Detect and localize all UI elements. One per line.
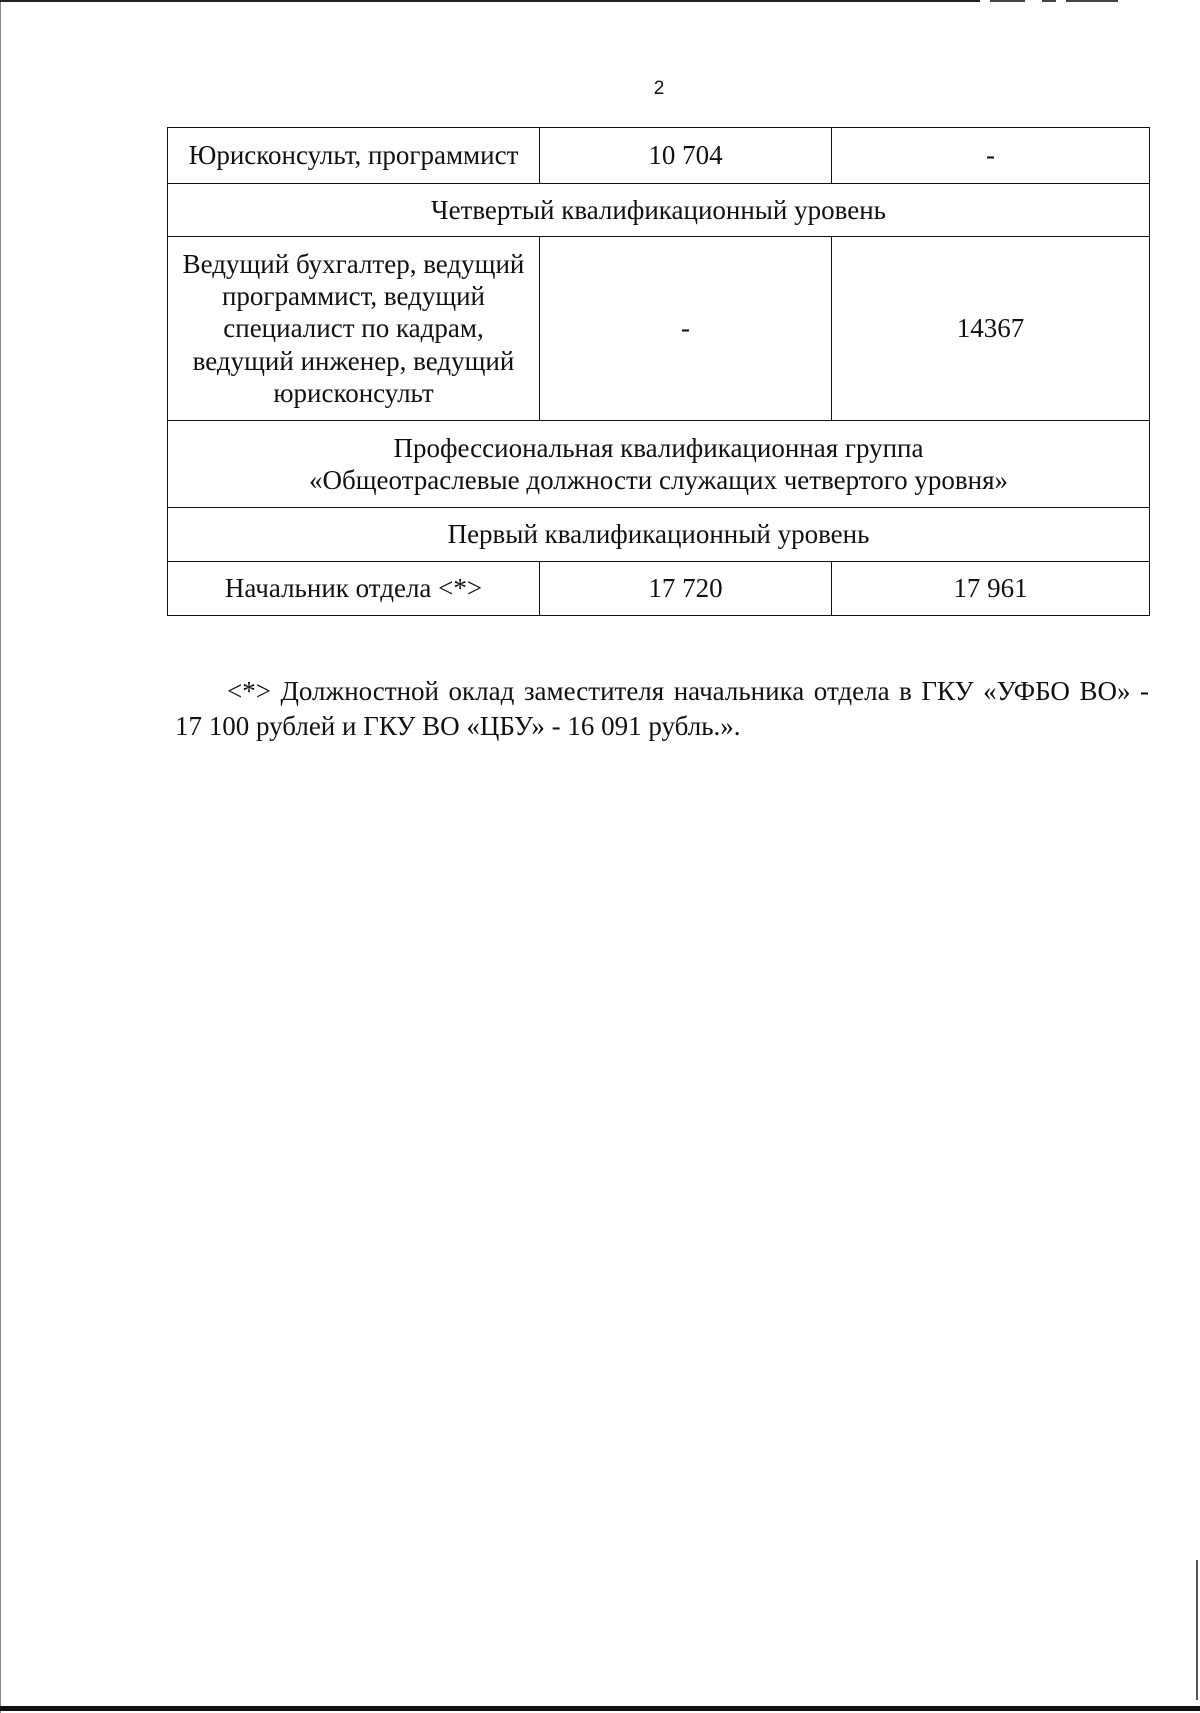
group-heading-line: Профессиональная квалификационная группа <box>393 432 924 463</box>
position-cell: Начальник отдела <*> <box>168 562 540 616</box>
table-row <box>168 184 1150 237</box>
salary-cell: 17 720 <box>540 562 832 616</box>
position-cell: Юрисконсульт, программист <box>168 128 540 184</box>
scan-top-border <box>0 0 980 2</box>
salary-table <box>167 127 1150 616</box>
group-heading-line: «Общеотраслевые должности служащих четвертого уровня» <box>309 465 1008 495</box>
scan-right-edge <box>1196 1560 1198 1700</box>
table-row <box>168 421 1150 508</box>
scan-bottom-border <box>0 1706 1200 1711</box>
table-row <box>168 128 1150 184</box>
page-number: 2 <box>653 78 665 99</box>
table-row <box>168 562 1150 616</box>
qualification-group-heading <box>168 421 1150 508</box>
scan-left-edge <box>0 0 1 1713</box>
salary-cell: - <box>832 128 1150 184</box>
salary-cell: 17 961 <box>832 562 1150 616</box>
salary-cell: 14367 <box>832 237 1150 421</box>
qualification-level-heading: Четвертый квалификационный уровень <box>168 184 1150 237</box>
salary-cell: - <box>540 237 832 421</box>
scan-top-dash <box>1042 0 1056 2</box>
table-row <box>168 508 1150 562</box>
table-row <box>168 237 1150 421</box>
qualification-level-heading: Первый квалификационный уровень <box>168 508 1150 562</box>
salary-cell: 10 704 <box>540 128 832 184</box>
scan-top-dash <box>1066 0 1118 2</box>
footnote: <*> Должностной оклад заместителя начальника отдела в ГКУ «УФБО ВО» - 17 100 рублей и ГКУ ВО «ЦБУ» - 16 091 рубль.». <box>175 676 1149 741</box>
scan-top-dash <box>990 0 1025 2</box>
position-cell: Ведущий бухгалтер, ведущий программист, ведущий специалист по кадрам, ведущий инженер, ведущий юрисконсульт <box>168 237 540 421</box>
